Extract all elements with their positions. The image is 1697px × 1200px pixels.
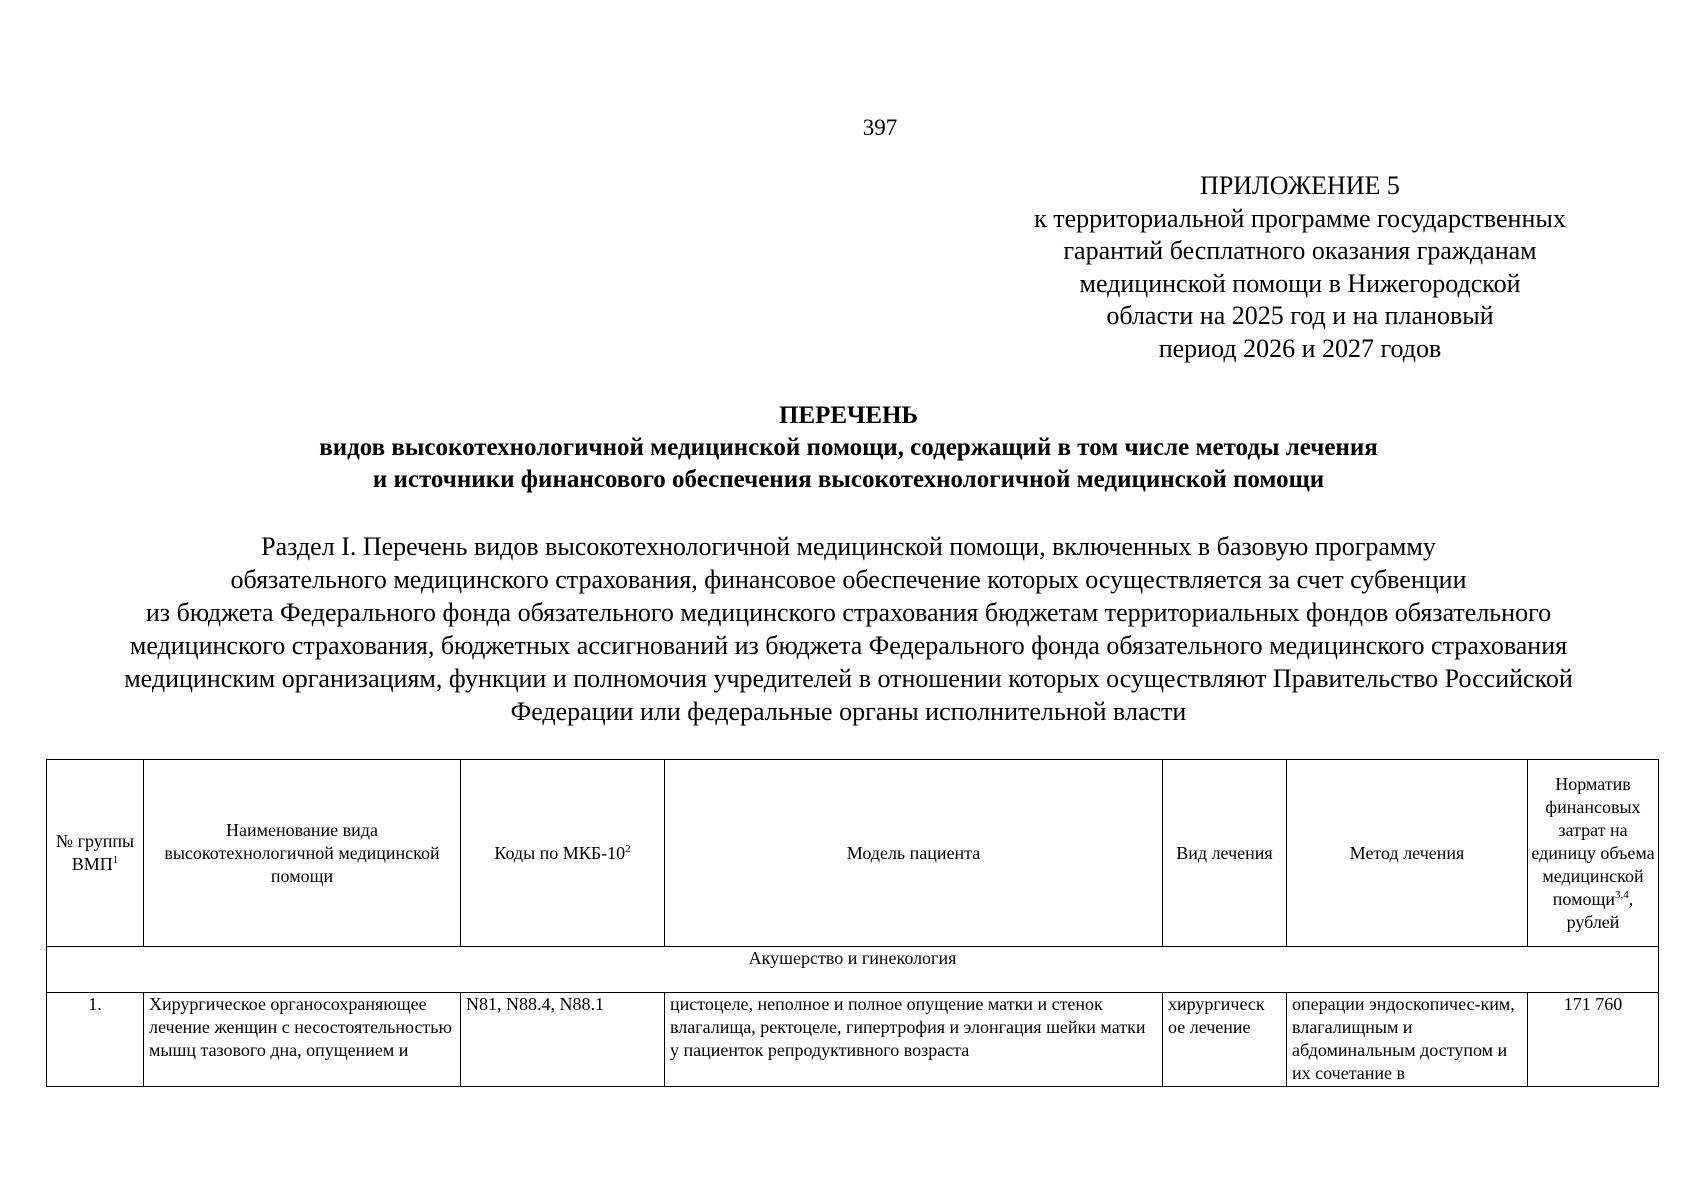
header-icd-codes: Коды по МКБ-$10^2$ bbox=[461, 760, 665, 947]
table-section-title: Акушерство и гинекология bbox=[47, 947, 1659, 993]
cell-vmp-name: Хирургическое органосохраняющее лечение женщин с несостоятельностью мышц тазового дна, опущением и bbox=[144, 993, 461, 1087]
cell-cost-norm: 171 760 bbox=[1528, 993, 1659, 1087]
document-title bbox=[0, 400, 1697, 496]
appendix-line: области на 2025 год и на плановый bbox=[1106, 301, 1494, 330]
appendix-title: ПРИЛОЖЕНИЕ 5 bbox=[1200, 171, 1400, 200]
header-treatment-method: Метод лечения bbox=[1287, 760, 1528, 947]
header-vmp-name: Наименование вида высокотехнологичной медицинской помощи bbox=[144, 760, 461, 947]
section-line: обязательного медицинского страхования, финансовое обеспечение которых осуществляется за счет субвенции bbox=[230, 565, 1467, 594]
document-subtitle-line: видов высокотехнологичной медицинской помощи, содержащий в том числе методы лечения bbox=[319, 434, 1378, 461]
section-line: из бюджета Федерального фонда обязательного медицинского страхования бюджетам территориальных фондов обязательного bbox=[145, 598, 1552, 627]
appendix-block bbox=[1000, 170, 1600, 365]
vmp-table bbox=[46, 759, 1659, 1087]
section-line: Раздел I. Перечень видов высокотехнологичной медицинской помощи, включенных в базовую программу bbox=[261, 532, 1436, 561]
cell-treatment-method: операции эндоскопичес-ким, влагалищным и абдоминальным доступом и их сочетание в bbox=[1287, 993, 1528, 1087]
cell-group-number: 1. bbox=[47, 993, 144, 1087]
table-header-row bbox=[47, 760, 1659, 947]
cell-treatment-type: хирургическ ое лечение bbox=[1163, 993, 1287, 1087]
header-patient-model: Модель пациента bbox=[665, 760, 1163, 947]
cell-icd-codes: N81, N88.4, N88.1 bbox=[461, 993, 665, 1087]
section-line: медицинского страхования, бюджетных ассигнований из бюджета Федерального фонда обязательного медицинского страхования bbox=[129, 631, 1568, 660]
cell-patient-model: цистоцеле, неполное и полное опущение матки и стенок влагалища, ректоцеле, гипертрофия и элонгация шейки матки у пациенток репродуктивного возраста bbox=[665, 993, 1163, 1087]
header-group-number: № группы ВМП$^1$ bbox=[47, 760, 144, 947]
appendix-line: период 2026 и 2027 годов bbox=[1158, 333, 1442, 363]
document-subtitle-line: и источники финансового обеспечения высокотехнологичной медицинской помощи bbox=[372, 466, 1325, 493]
table-section-row bbox=[47, 947, 1659, 993]
page-number: 397 bbox=[862, 115, 898, 140]
document-heading: ПЕРЕЧЕНЬ bbox=[778, 402, 919, 429]
section-line: Федерации или федеральные органы исполнительной власти bbox=[510, 697, 1187, 726]
appendix-line: к территориальной программе государственных bbox=[1034, 203, 1566, 233]
header-cost-norm: Норматив финансовых затрат на единицу объема медицинской помощи$^{3,4}$, рублей bbox=[1528, 760, 1659, 947]
section-heading bbox=[40, 530, 1657, 728]
table-row bbox=[47, 993, 1659, 1087]
appendix-line: гарантий бесплатного оказания гражданам bbox=[1063, 236, 1537, 265]
appendix-line: медицинской помощи в Нижегородской bbox=[1079, 268, 1521, 298]
header-treatment-type: Вид лечения bbox=[1163, 760, 1287, 947]
section-line: медицинским организациям, функции и полномочия учредителей в отношении которых осуществляют Правительство Российской bbox=[124, 664, 1573, 693]
